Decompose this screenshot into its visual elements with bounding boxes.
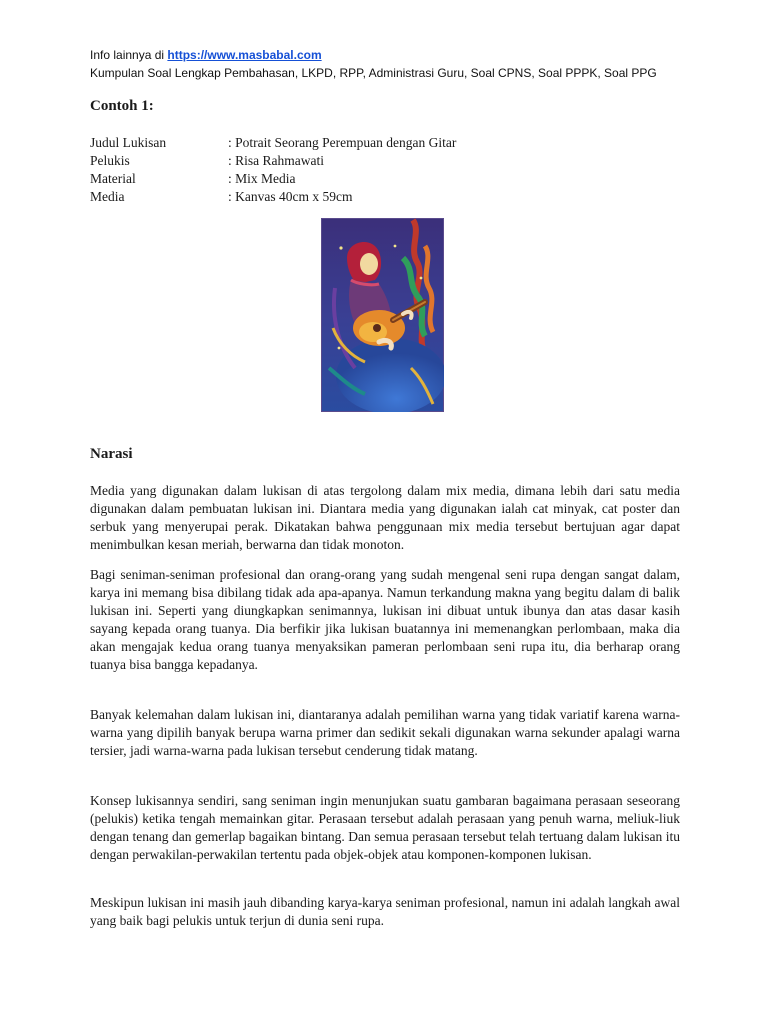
website-link[interactable]: https://www.masbabal.com	[167, 48, 322, 62]
narrative-heading: Narasi	[90, 446, 133, 462]
painting-woman-guitar-image	[321, 218, 444, 412]
meta-row-material	[90, 170, 456, 188]
info-line	[90, 46, 690, 64]
meta-value: : Potrait Seorang Perempuan dengan Gitar	[228, 135, 457, 150]
meta-row-painter	[90, 152, 456, 170]
meta-value: : Kanvas 40cm x 59cm	[228, 189, 353, 204]
meta-key: Material	[90, 171, 136, 186]
artwork-metadata	[90, 134, 456, 206]
meta-row-title	[90, 134, 456, 152]
meta-row-media	[90, 188, 456, 206]
page-header	[90, 46, 690, 82]
narrative-paragraph: Media yang digunakan dalam lukisan di atas tergolong dalam mix media, dimana lebih dari satu media digunakan dalam pembuatan lukisan ini. Diantara media yang digunakan ialah cat minyak, cat poster dan serbuk yang menyerupai perak. Dikatakan bahwa penggunaan mix media tersebut bertujuan agar dapat menimbulkan kesan meriah, berwarna dan tidak monoton.	[90, 483, 680, 552]
narrative-paragraph: Konsep lukisannya sendiri, sang seniman ingin menunjukan suatu gambaran bagaimana perasaan seseorang (pelukis) ketika tengah memainkan gitar. Perasaan tersebut adalah perasaan yang penuh warna, meliuk-liuk dengan tenang dan gemerlap bagaikan bintang. Dan semua perasaan tersebut telah tertuang dalam lukisan itu dengan perwakilan-perwakilan tertentu pada objek-objek atau komponen-komponen lukisan.	[90, 793, 680, 862]
meta-key: Pelukis	[90, 153, 130, 168]
info-prefix: Info lainnya di	[90, 48, 168, 62]
meta-key: Media	[90, 189, 125, 204]
example-title: Contoh 1:	[90, 98, 154, 114]
narrative-paragraph: Bagi seniman-seniman profesional dan orang-orang yang sudah mengenal seni rupa dengan sangat dalam, karya ini memang bisa dibilang tidak ada apa-apanya. Namun terkandung makna yang begitu dalam di balik lukisan ini. Seperti yang diungkapkan senimannya, lukisan ini dibuat untuk ibunya dan atas dasar kasih sayang kepada orang tuanya. Dia berfikir jika lukisan buatannya ini memenangkan perlombaan, maka dia akan mengajak kedua orang tuanya menyaksikan pameran perlombaan seni rupa itu, dia berharap orang tuanya bisa bangga kepadanya.	[90, 567, 680, 672]
header-subtitle: Kumpulan Soal Lengkap Pembahasan, LKPD, RPP, Administrasi Guru, Soal CPNS, Soal PPPK, Soal PPG	[90, 66, 657, 80]
narrative-paragraph: Meskipun lukisan ini masih jauh dibanding karya-karya seniman profesional, namun ini adalah langkah awal yang baik bagi pelukis untuk terjun di dunia seni rupa.	[90, 895, 680, 928]
meta-value: : Mix Media	[228, 171, 296, 186]
narrative-paragraph: Banyak kelemahan dalam lukisan ini, diantaranya adalah pemilihan warna yang tidak variatif karena warna-warna yang dipilih banyak berupa warna primer dan sedikit sekali digunakan warna sekunder apalagi warna tersier, jadi warna-warna pada lukisan tersebut cenderung tidak matang.	[90, 707, 680, 758]
meta-value: : Risa Rahmawati	[228, 153, 324, 168]
meta-key: Judul Lukisan	[90, 135, 167, 150]
